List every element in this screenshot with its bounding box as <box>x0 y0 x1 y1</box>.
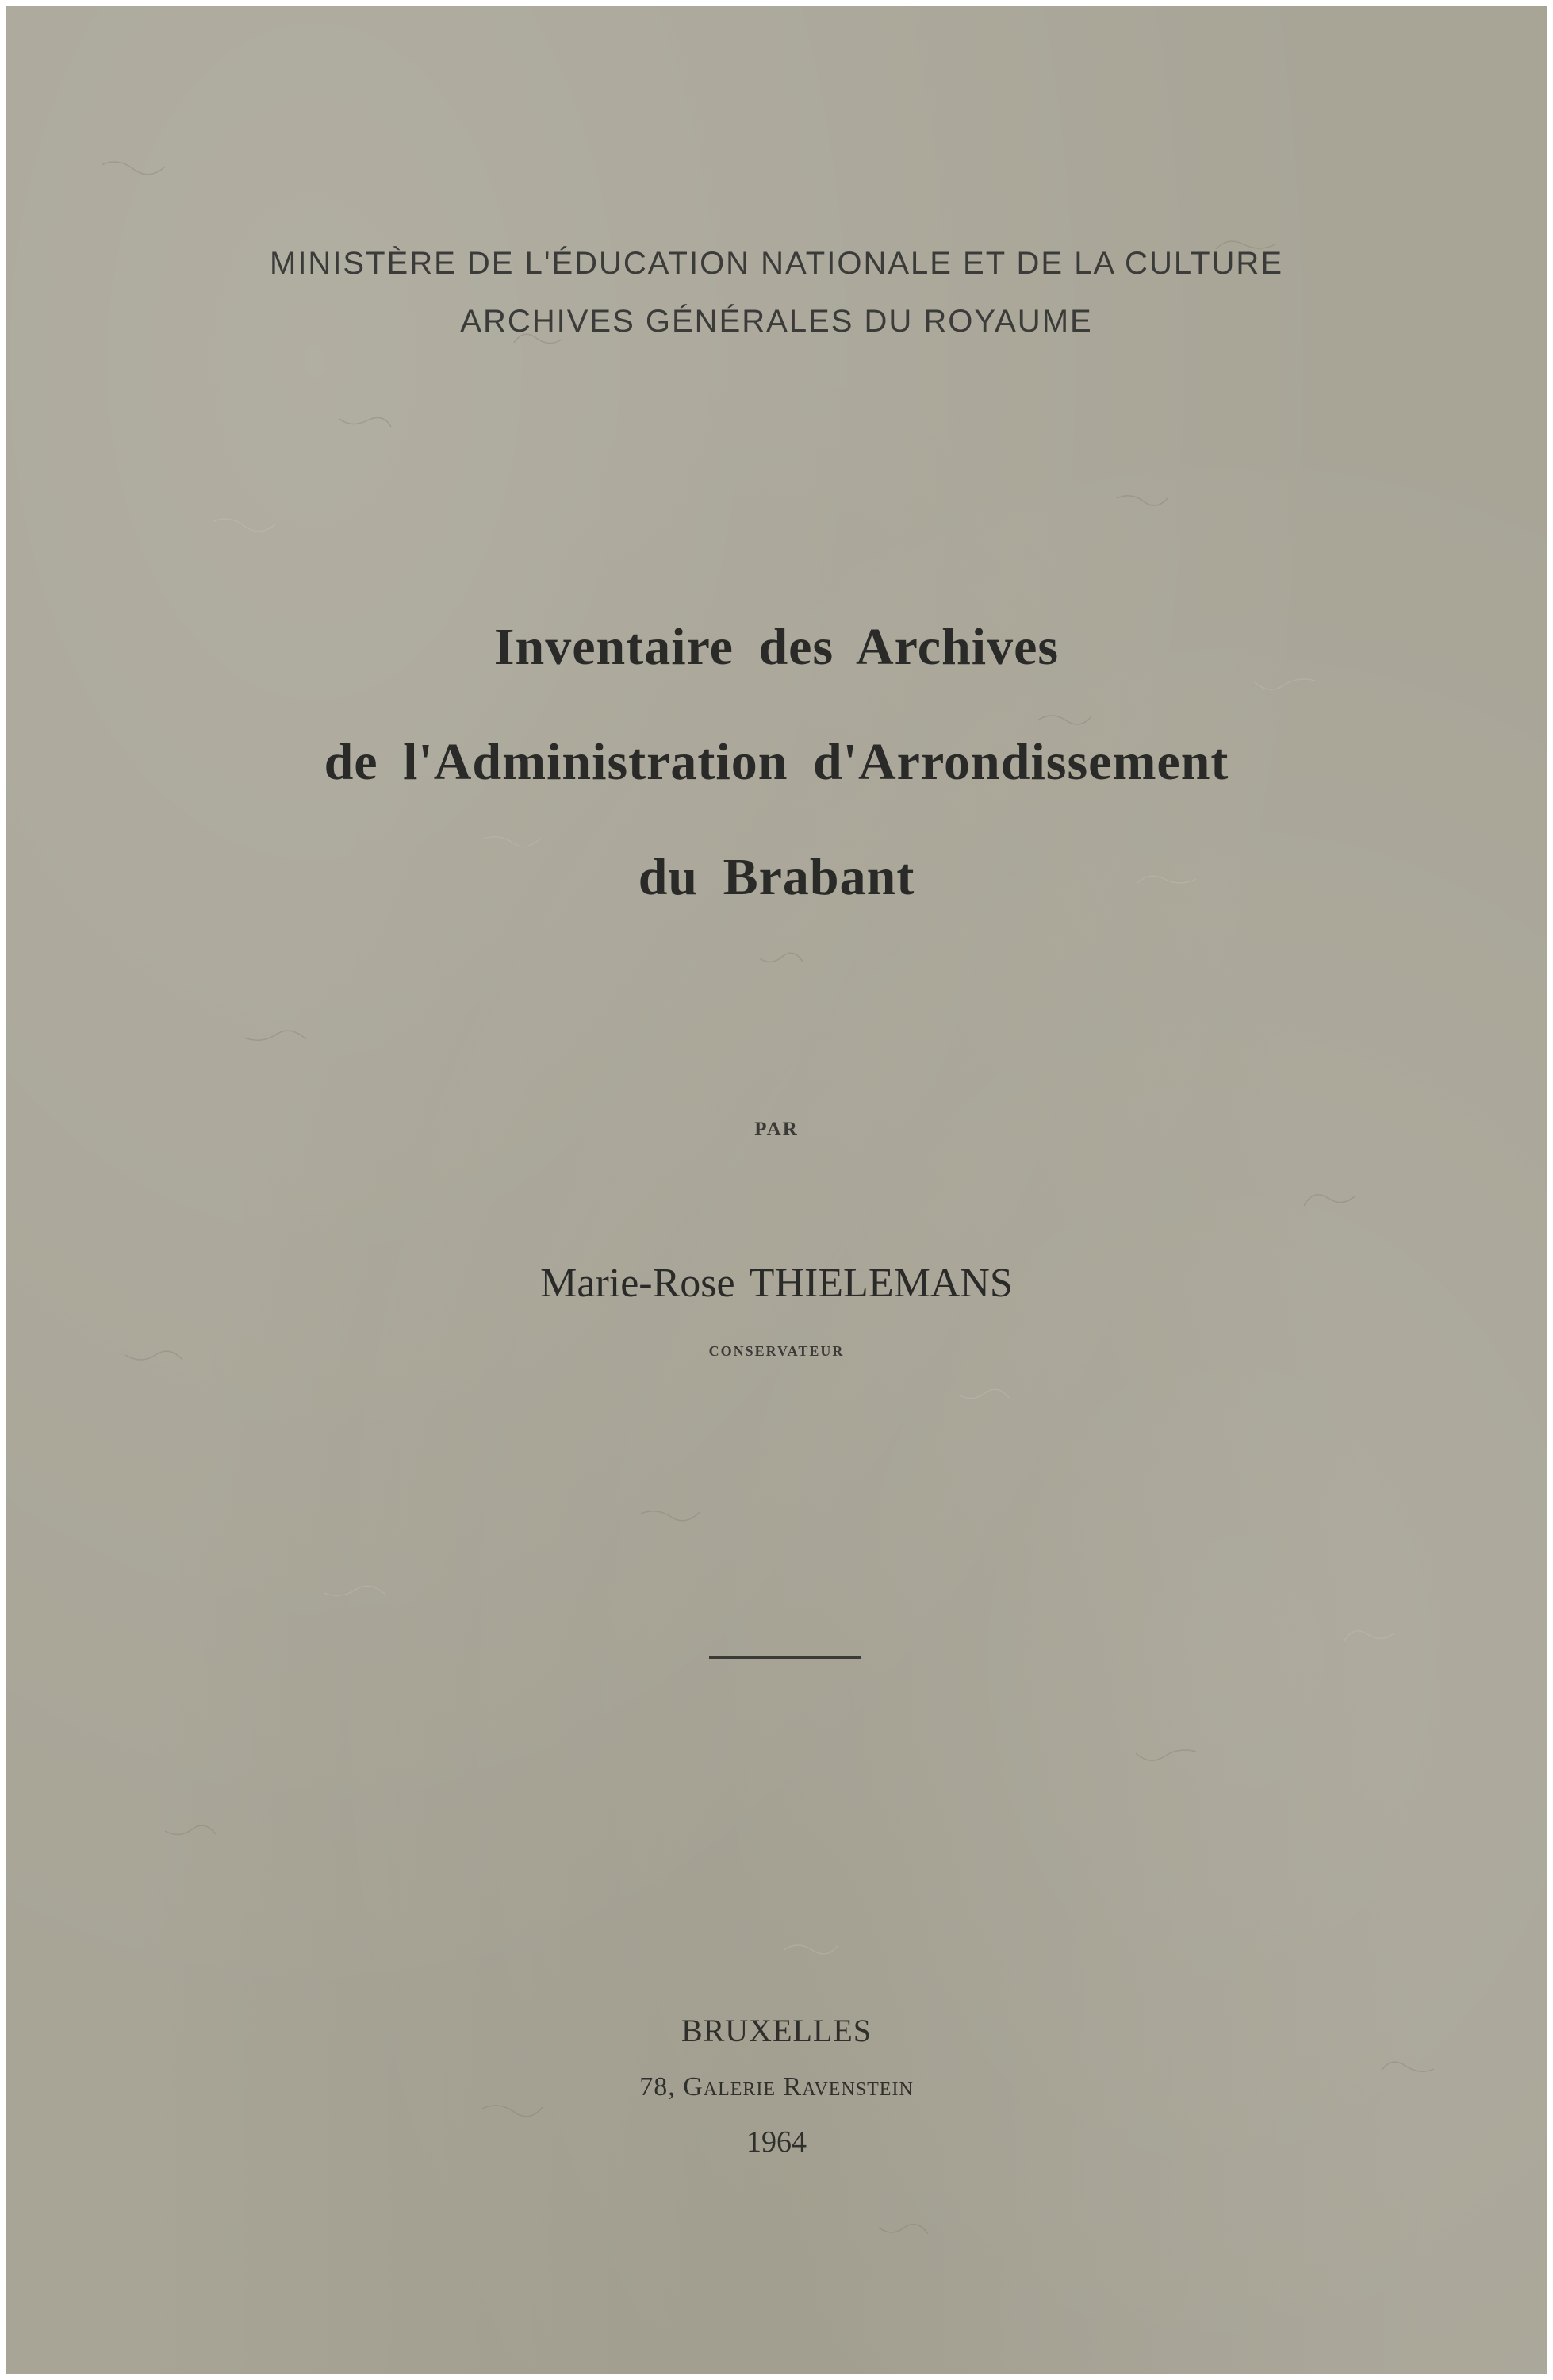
author-role: CONSERVATEUR <box>708 1343 845 1359</box>
book-cover <box>6 6 1547 2374</box>
ministry-heading: MINISTÈRE DE L'ÉDUCATION NATIONALE ET DE LA CULTURE <box>270 246 1283 281</box>
author-name: Marie-Rose THIELEMANS <box>540 1261 1013 1306</box>
title-line-1: Inventaire des Archives <box>493 618 1060 676</box>
by-label: PAR <box>754 1119 799 1140</box>
imprint-address: 78, Galerie Ravenstein <box>639 2072 914 2102</box>
divider-rule <box>709 1656 861 1659</box>
archives-heading: ARCHIVES GÉNÉRALES DU ROYAUME <box>460 304 1093 339</box>
imprint-year: 1964 <box>746 2125 807 2159</box>
title-line-3: du Brabant <box>638 848 915 906</box>
title-line-2: de l'Administration d'Arrondissement <box>324 733 1229 791</box>
imprint-city: BRUXELLES <box>681 2013 872 2048</box>
